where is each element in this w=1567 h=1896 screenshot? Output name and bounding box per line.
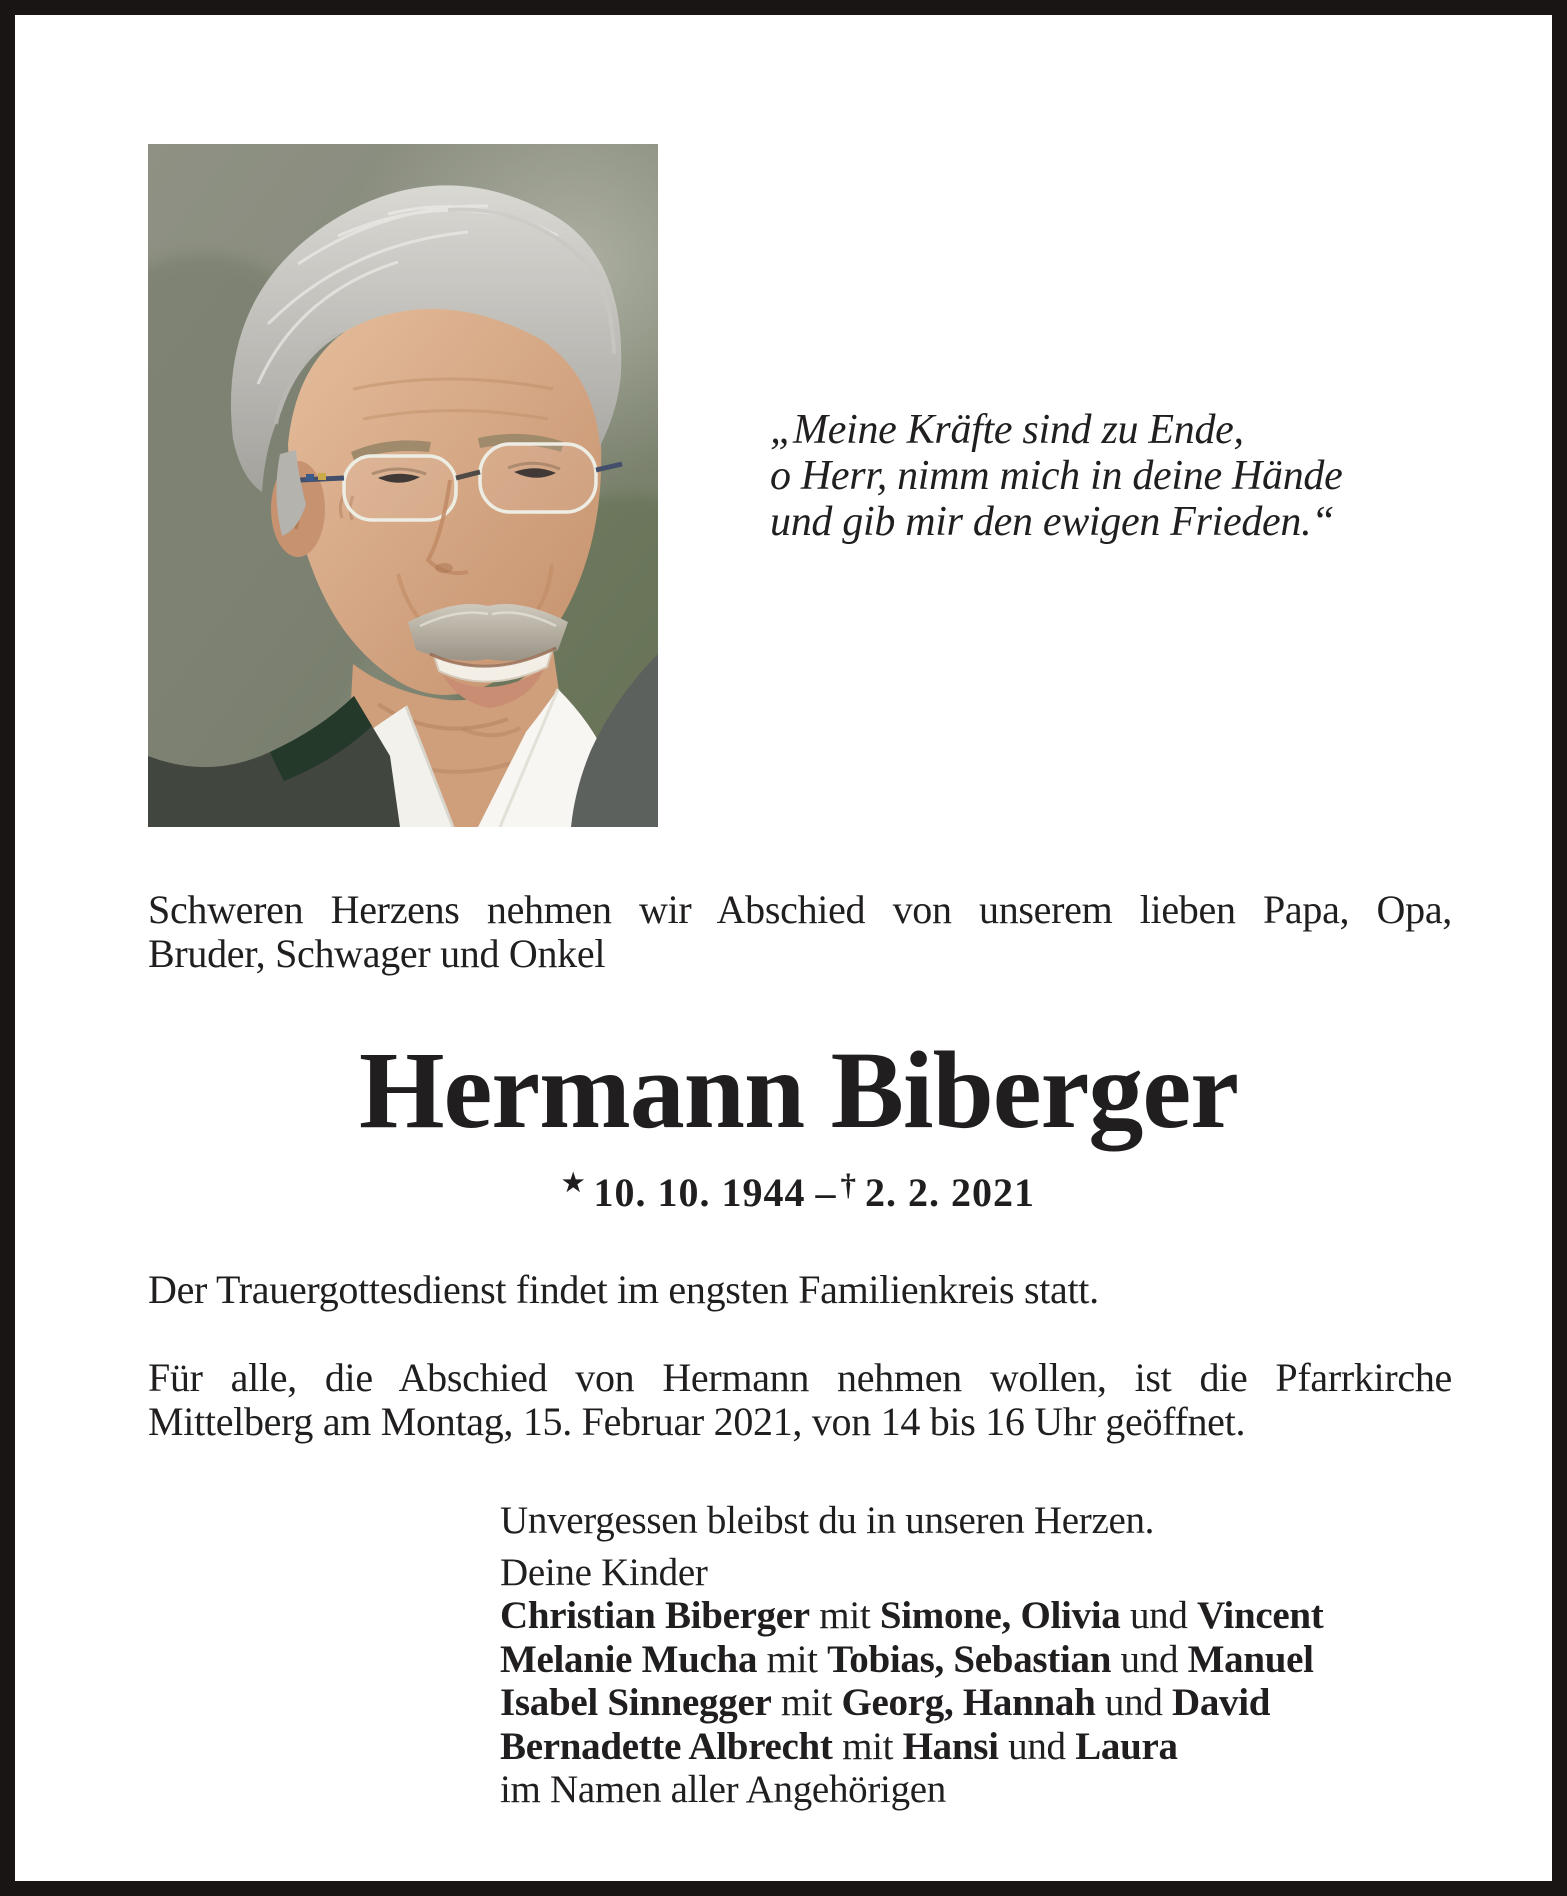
farewell-line-2: Mittelberg am Montag, 15. Februar 2021, von 14 bis 16 Uhr geöffnet.: [148, 1399, 1246, 1444]
death-cross-symbol: †: [840, 1167, 857, 1202]
with-word: mit: [766, 1637, 818, 1681]
and-word: und: [1129, 1594, 1188, 1637]
memorial-quote: [770, 407, 1342, 545]
child-family-last: Vincent: [1197, 1594, 1324, 1637]
death-date: 2. 2. 2021: [864, 1170, 1035, 1215]
children-label: Deine Kinder: [500, 1550, 708, 1594]
birth-star-symbol: ★: [562, 1170, 586, 1197]
child-family: Simone, Olivia: [879, 1594, 1121, 1637]
child-family: Hansi: [902, 1724, 999, 1768]
with-word: mit: [842, 1724, 894, 1768]
child-line-2: [500, 1638, 1470, 1682]
portrait-photo: [148, 144, 658, 827]
child-name: Christian Biberger: [500, 1594, 810, 1637]
child-family-last: Manuel: [1187, 1637, 1314, 1681]
with-word: mit: [819, 1594, 871, 1637]
intro-line-2: Bruder, Schwager und Onkel: [148, 931, 606, 976]
child-line-4: [500, 1725, 1470, 1769]
birth-date: 10. 10. 1944: [593, 1170, 806, 1215]
child-family: Tobias, Sebastian: [827, 1637, 1112, 1681]
quote-line-2: o Herr, nimm mich in deine Hände: [770, 453, 1343, 499]
quote-line-3: und gib mir den ewigen Frieden.“: [770, 499, 1335, 545]
and-word: und: [1008, 1724, 1066, 1768]
child-line-1: [500, 1594, 1470, 1638]
intro-line-1: Schweren Herzens nehmen wir Abschied von unserem lieben Papa, Opa,: [148, 887, 1452, 932]
child-family: Georg, Hannah: [841, 1681, 1096, 1724]
child-line-3: [500, 1681, 1470, 1725]
deceased-name: Hermann Biberger: [358, 1029, 1239, 1151]
portrait-illustration: [148, 144, 658, 827]
life-dates: [15, 1167, 1567, 1216]
quote-line-1: „Meine Kräfte sind zu Ende,: [770, 407, 1244, 453]
farewell-line-1: Für alle, die Abschied von Hermann nehmen wollen, ist die Pfarrkirche: [148, 1355, 1452, 1400]
date-separator: –: [815, 1170, 837, 1215]
service-notice: Der Trauergottesdienst findet im engsten Familienkreis statt.: [148, 1267, 1099, 1312]
closing-block: [500, 1499, 1470, 1812]
and-word: und: [1120, 1637, 1179, 1681]
child-family-last: David: [1171, 1681, 1271, 1724]
farewell-notice: [148, 1356, 1452, 1444]
child-name: Bernadette Albrecht: [500, 1724, 833, 1768]
and-word: und: [1104, 1681, 1163, 1724]
child-name: Isabel Sinnegger: [500, 1681, 772, 1724]
intro-paragraph: [148, 888, 1452, 976]
remembrance-line: Unvergessen bleibst du in unseren Herzen.: [500, 1499, 1155, 1542]
child-name: Melanie Mucha: [500, 1637, 758, 1681]
signature-line: im Namen aller Angehörigen: [500, 1768, 946, 1811]
child-family-last: Laura: [1075, 1724, 1178, 1768]
with-word: mit: [780, 1681, 833, 1724]
